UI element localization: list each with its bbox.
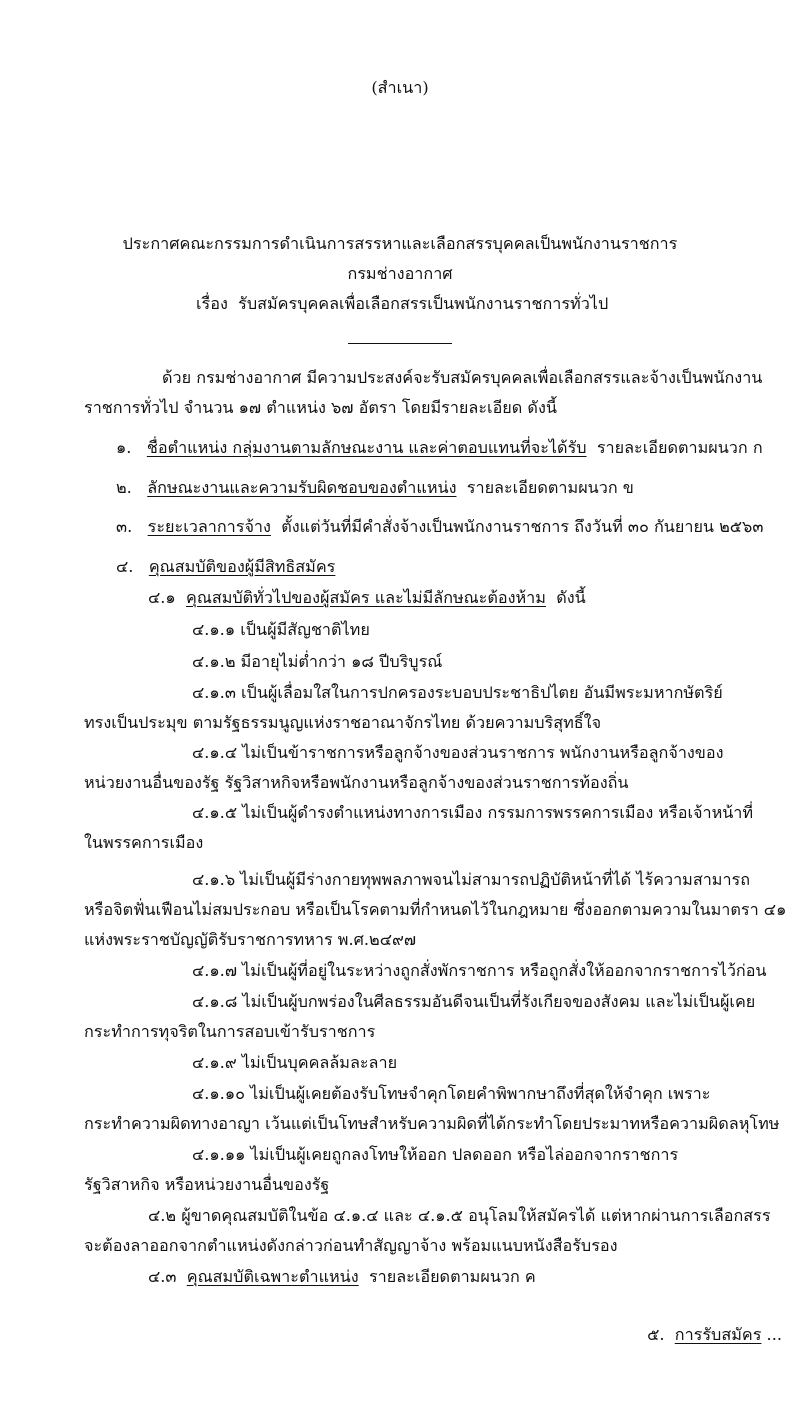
- section-4-1: [148, 588, 586, 608]
- item-4-1-3-line-2: ทรงเป็นประมุข ตามรัฐธรรมนูญแห่งราชอาณาจักรไทย ด้วยความบริสุทธิ์ใจ: [84, 713, 602, 732]
- item-4-1-8-line-2: กระทำการทุจริตในการสอบเข้ารับราชการ: [84, 1022, 376, 1041]
- continuation-ellipsis: ...: [761, 1325, 782, 1344]
- item-4-1-9: ๔.๑.๙ ไม่เป็นบุคคลล้มละลาย: [192, 1053, 398, 1072]
- item-4-1-5-line-2: ในพรรคการเมือง: [84, 833, 204, 852]
- section-3-text: ตั้งแต่วันที่มีคำสั่งจ้างเป็นพนักงานราชการ ถึงวันที่ ๓๐ กันยายน ๒๕๖๓: [281, 517, 764, 536]
- announcement-title: ประกาศคณะกรรมการดำเนินการสรรหาและเลือกสรรบุคคลเป็นพนักงานราชการ: [122, 234, 678, 253]
- intro-line-2: ราชการทั่วไป จำนวน ๑๗ ตำแหน่ง ๖๗ อัตรา โดยมีรายละเอียด ดังนี้: [84, 398, 557, 417]
- section-2-text: รายละเอียดตามผนวก ข: [466, 478, 634, 497]
- subject-line: [196, 294, 608, 314]
- subject-label: เรื่อง: [196, 294, 228, 313]
- title-divider: [348, 343, 452, 344]
- section-3-title: ระยะเวลาการจ้าง: [147, 517, 271, 536]
- item-4-1-8-line-1: ๔.๑.๘ ไม่เป็นผู้บกพร่องในศีลธรรมอันดีจนเป็นที่รังเกียจของสังคม และไม่เป็นผู้เคย: [192, 992, 756, 1011]
- section-1-number: ๑.: [116, 438, 132, 457]
- section-4-3-text: รายละเอียดตามผนวก ค: [368, 1267, 536, 1286]
- intro-line-1: ด้วย กรมช่างอากาศ มีความประสงค์จะรับสมัครบุคคลเพื่อเลือกสรรและจ้างเป็นพนักงาน: [162, 368, 763, 387]
- section-2-number: ๒.: [116, 478, 132, 497]
- item-4-1-7: ๔.๑.๗ ไม่เป็นผู้ที่อยู่ในระหว่างถูกสั่งพักราชการ หรือถูกสั่งให้ออกจากราชการไว้ก่อน: [192, 961, 767, 980]
- section-4-3-number: ๔.๓: [148, 1267, 177, 1286]
- section-1: [116, 438, 763, 458]
- section-4-3: [148, 1267, 536, 1287]
- section-3: [116, 517, 763, 537]
- continuation-next-section: การรับสมัคร: [674, 1325, 762, 1344]
- item-4-1-6-line-1: ๔.๑.๖ ไม่เป็นผู้มีร่างกายทุพพลภาพจนไม่สามารถปฏิบัติหน้าที่ได้ ไร้ความสามารถ: [192, 870, 751, 889]
- continuation-number: ๕.: [647, 1325, 665, 1344]
- item-4-1-2: ๔.๑.๒ มีอายุไม่ต่ำกว่า ๑๘ ปีบริบูรณ์: [192, 652, 443, 671]
- section-4-number: ๔.: [116, 557, 134, 576]
- section-2: [116, 478, 634, 498]
- item-4-1-4-line-1: ๔.๑.๔ ไม่เป็นข้าราชการหรือลูกจ้างของส่วนราชการ พนักงานหรือลูกจ้างของ: [192, 743, 724, 762]
- item-4-1-10-line-1: ๔.๑.๑๐ ไม่เป็นผู้เคยต้องรับโทษจำคุกโดยคำพิพากษาถึงที่สุดให้จำคุก เพราะ: [192, 1084, 711, 1103]
- item-4-1-11-line-1: ๔.๑.๑๑ ไม่เป็นผู้เคยถูกลงโทษให้ออก ปลดออก หรือไล่ออกจากราชการ: [192, 1145, 679, 1164]
- item-4-1-5-line-1: ๔.๑.๕ ไม่เป็นผู้ดำรงตำแหน่งทางการเมือง กรรมการพรรคการเมือง หรือเจ้าหน้าที่: [192, 803, 754, 822]
- item-4-1-11-line-2: รัฐวิสาหกิจ หรือหน่วยงานอื่นของรัฐ: [84, 1175, 330, 1194]
- section-1-title: ชื่อตำแหน่ง กลุ่มงานตามลักษณะงาน และค่าตอบแทนที่จะได้รับ: [146, 438, 587, 457]
- item-4-1-1: ๔.๑.๑ เป็นผู้มีสัญชาติไทย: [192, 620, 370, 639]
- section-4-1-title: คุณสมบัติทั่วไปของผู้สมัคร และไม่มีลักษณะต้องห้าม: [185, 588, 546, 607]
- section-4-1-number: ๔.๑: [148, 588, 176, 607]
- section-4: [116, 557, 335, 577]
- item-4-1-3-line-1: ๔.๑.๓ เป็นผู้เลื่อมใสในการปกครองระบอบประชาธิปไตย อันมีพระมหากษัตริย์: [192, 683, 723, 702]
- continuation-note: [647, 1325, 782, 1345]
- section-4-1-text: ดังนี้: [556, 588, 586, 607]
- section-3-number: ๓.: [116, 517, 133, 536]
- item-4-1-10-line-2: กระทำความผิดทางอาญา เว้นแต่เป็นโทษสำหรับความผิดที่ได้กระทำโดยประมาทหรือความผิดลหุโทษ: [84, 1114, 780, 1133]
- section-4-3-title: คุณสมบัติเฉพาะตำแหน่ง: [186, 1267, 359, 1286]
- section-2-title: ลักษณะงานและความรับผิดชอบของตำแหน่ง: [147, 478, 457, 497]
- section-4-2-line-1: ๔.๒ ผู้ขาดคุณสมบัติในข้อ ๔.๑.๔ และ ๔.๑.๕ อนุโลมให้สมัครได้ แต่หากผ่านการเลือกสรร: [148, 1206, 771, 1225]
- section-4-title: คุณสมบัติของผู้มีสิทธิสมัคร: [148, 557, 336, 576]
- section-4-2-line-2: จะต้องลาออกจากตำแหน่งดังกล่าวก่อนทำสัญญาจ้าง พร้อมแนบหนังสือรับรอง: [84, 1236, 618, 1255]
- item-4-1-4-line-2: หน่วยงานอื่นของรัฐ รัฐวิสาหกิจหรือพนักงานหรือลูกจ้างของส่วนราชการท้องถิ่น: [84, 773, 629, 792]
- subject-text: รับสมัครบุคคลเพื่อเลือกสรรเป็นพนักงานราชการทั่วไป: [238, 294, 609, 313]
- department-name: กรมช่างอากาศ: [347, 264, 453, 283]
- copy-mark: (สำเนา): [371, 78, 429, 97]
- item-4-1-6-line-3: แห่งพระราชบัญญัติรับราชการทหาร พ.ศ.๒๔๙๗: [84, 930, 416, 949]
- item-4-1-6-line-2: หรือจิตฟั่นเฟือนไม่สมประกอบ หรือเป็นโรคตามที่กำหนดไว้ในกฎหมาย ซึ่งออกตามความในมาตรา ๔๑: [84, 900, 787, 919]
- section-1-text: รายละเอียดตามผนวก ก: [596, 438, 763, 457]
